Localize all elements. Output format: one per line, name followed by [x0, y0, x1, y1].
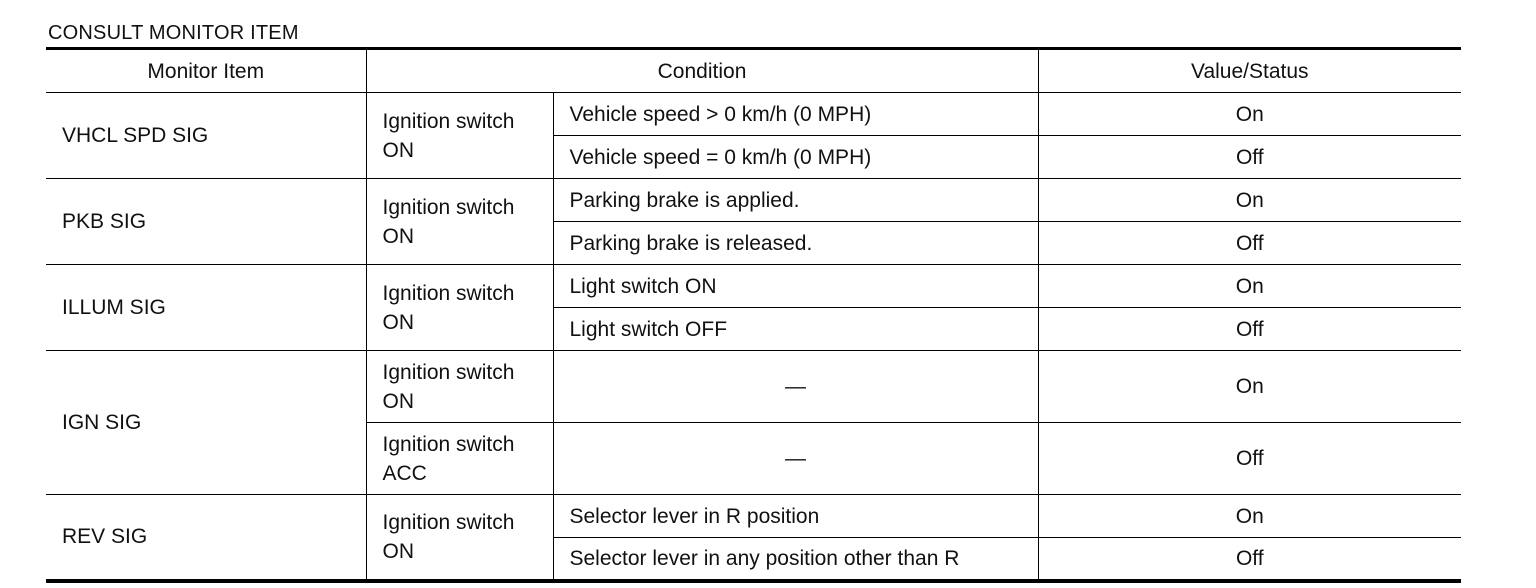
value-cell: On: [1038, 351, 1461, 423]
condition-cell: Vehicle speed = 0 km/h (0 MPH): [553, 136, 1038, 179]
condition-cell: Parking brake is applied.: [553, 179, 1038, 222]
condition-dash: —: [553, 423, 1038, 495]
ignition-condition: Ignition switch ON: [366, 93, 553, 179]
condition-cell: Light switch OFF: [553, 308, 1038, 351]
ignition-condition: Ignition switch ON: [366, 265, 553, 351]
value-cell: On: [1038, 93, 1461, 136]
table-row: [46, 495, 1461, 538]
header-monitor-item: Monitor Item: [46, 49, 366, 93]
ignition-condition: Ignition switch ON: [366, 351, 553, 423]
monitor-item-ign-sig: IGN SIG: [46, 351, 366, 495]
condition-cell: Light switch ON: [553, 265, 1038, 308]
condition-cell: Vehicle speed > 0 km/h (0 MPH): [553, 93, 1038, 136]
ignition-condition: Ignition switch ACC: [366, 423, 553, 495]
ignition-condition: Ignition switch ON: [366, 179, 553, 265]
value-cell: On: [1038, 265, 1461, 308]
table-row: [46, 93, 1461, 136]
monitor-item-vhcl-spd-sig: VHCL SPD SIG: [46, 93, 366, 179]
condition-cell: Selector lever in R position: [553, 495, 1038, 538]
value-cell: Off: [1038, 222, 1461, 265]
consult-monitor-table: [46, 47, 1461, 583]
monitor-item-pkb-sig: PKB SIG: [46, 179, 366, 265]
monitor-item-illum-sig: ILLUM SIG: [46, 265, 366, 351]
table-row: [46, 179, 1461, 222]
condition-cell: Selector lever in any position other than R: [553, 538, 1038, 581]
ignition-condition: Ignition switch ON: [366, 495, 553, 581]
value-cell: On: [1038, 495, 1461, 538]
condition-dash: —: [553, 351, 1038, 423]
condition-cell: Parking brake is released.: [553, 222, 1038, 265]
value-cell: Off: [1038, 423, 1461, 495]
value-cell: Off: [1038, 136, 1461, 179]
value-cell: Off: [1038, 308, 1461, 351]
monitor-item-rev-sig: REV SIG: [46, 495, 366, 581]
table-row: [46, 265, 1461, 308]
value-cell: Off: [1038, 538, 1461, 581]
header-value-status: Value/Status: [1038, 49, 1461, 93]
table-row: [46, 351, 1461, 423]
header-condition: Condition: [366, 49, 1038, 93]
value-cell: On: [1038, 179, 1461, 222]
table-title: CONSULT MONITOR ITEM: [48, 22, 299, 44]
